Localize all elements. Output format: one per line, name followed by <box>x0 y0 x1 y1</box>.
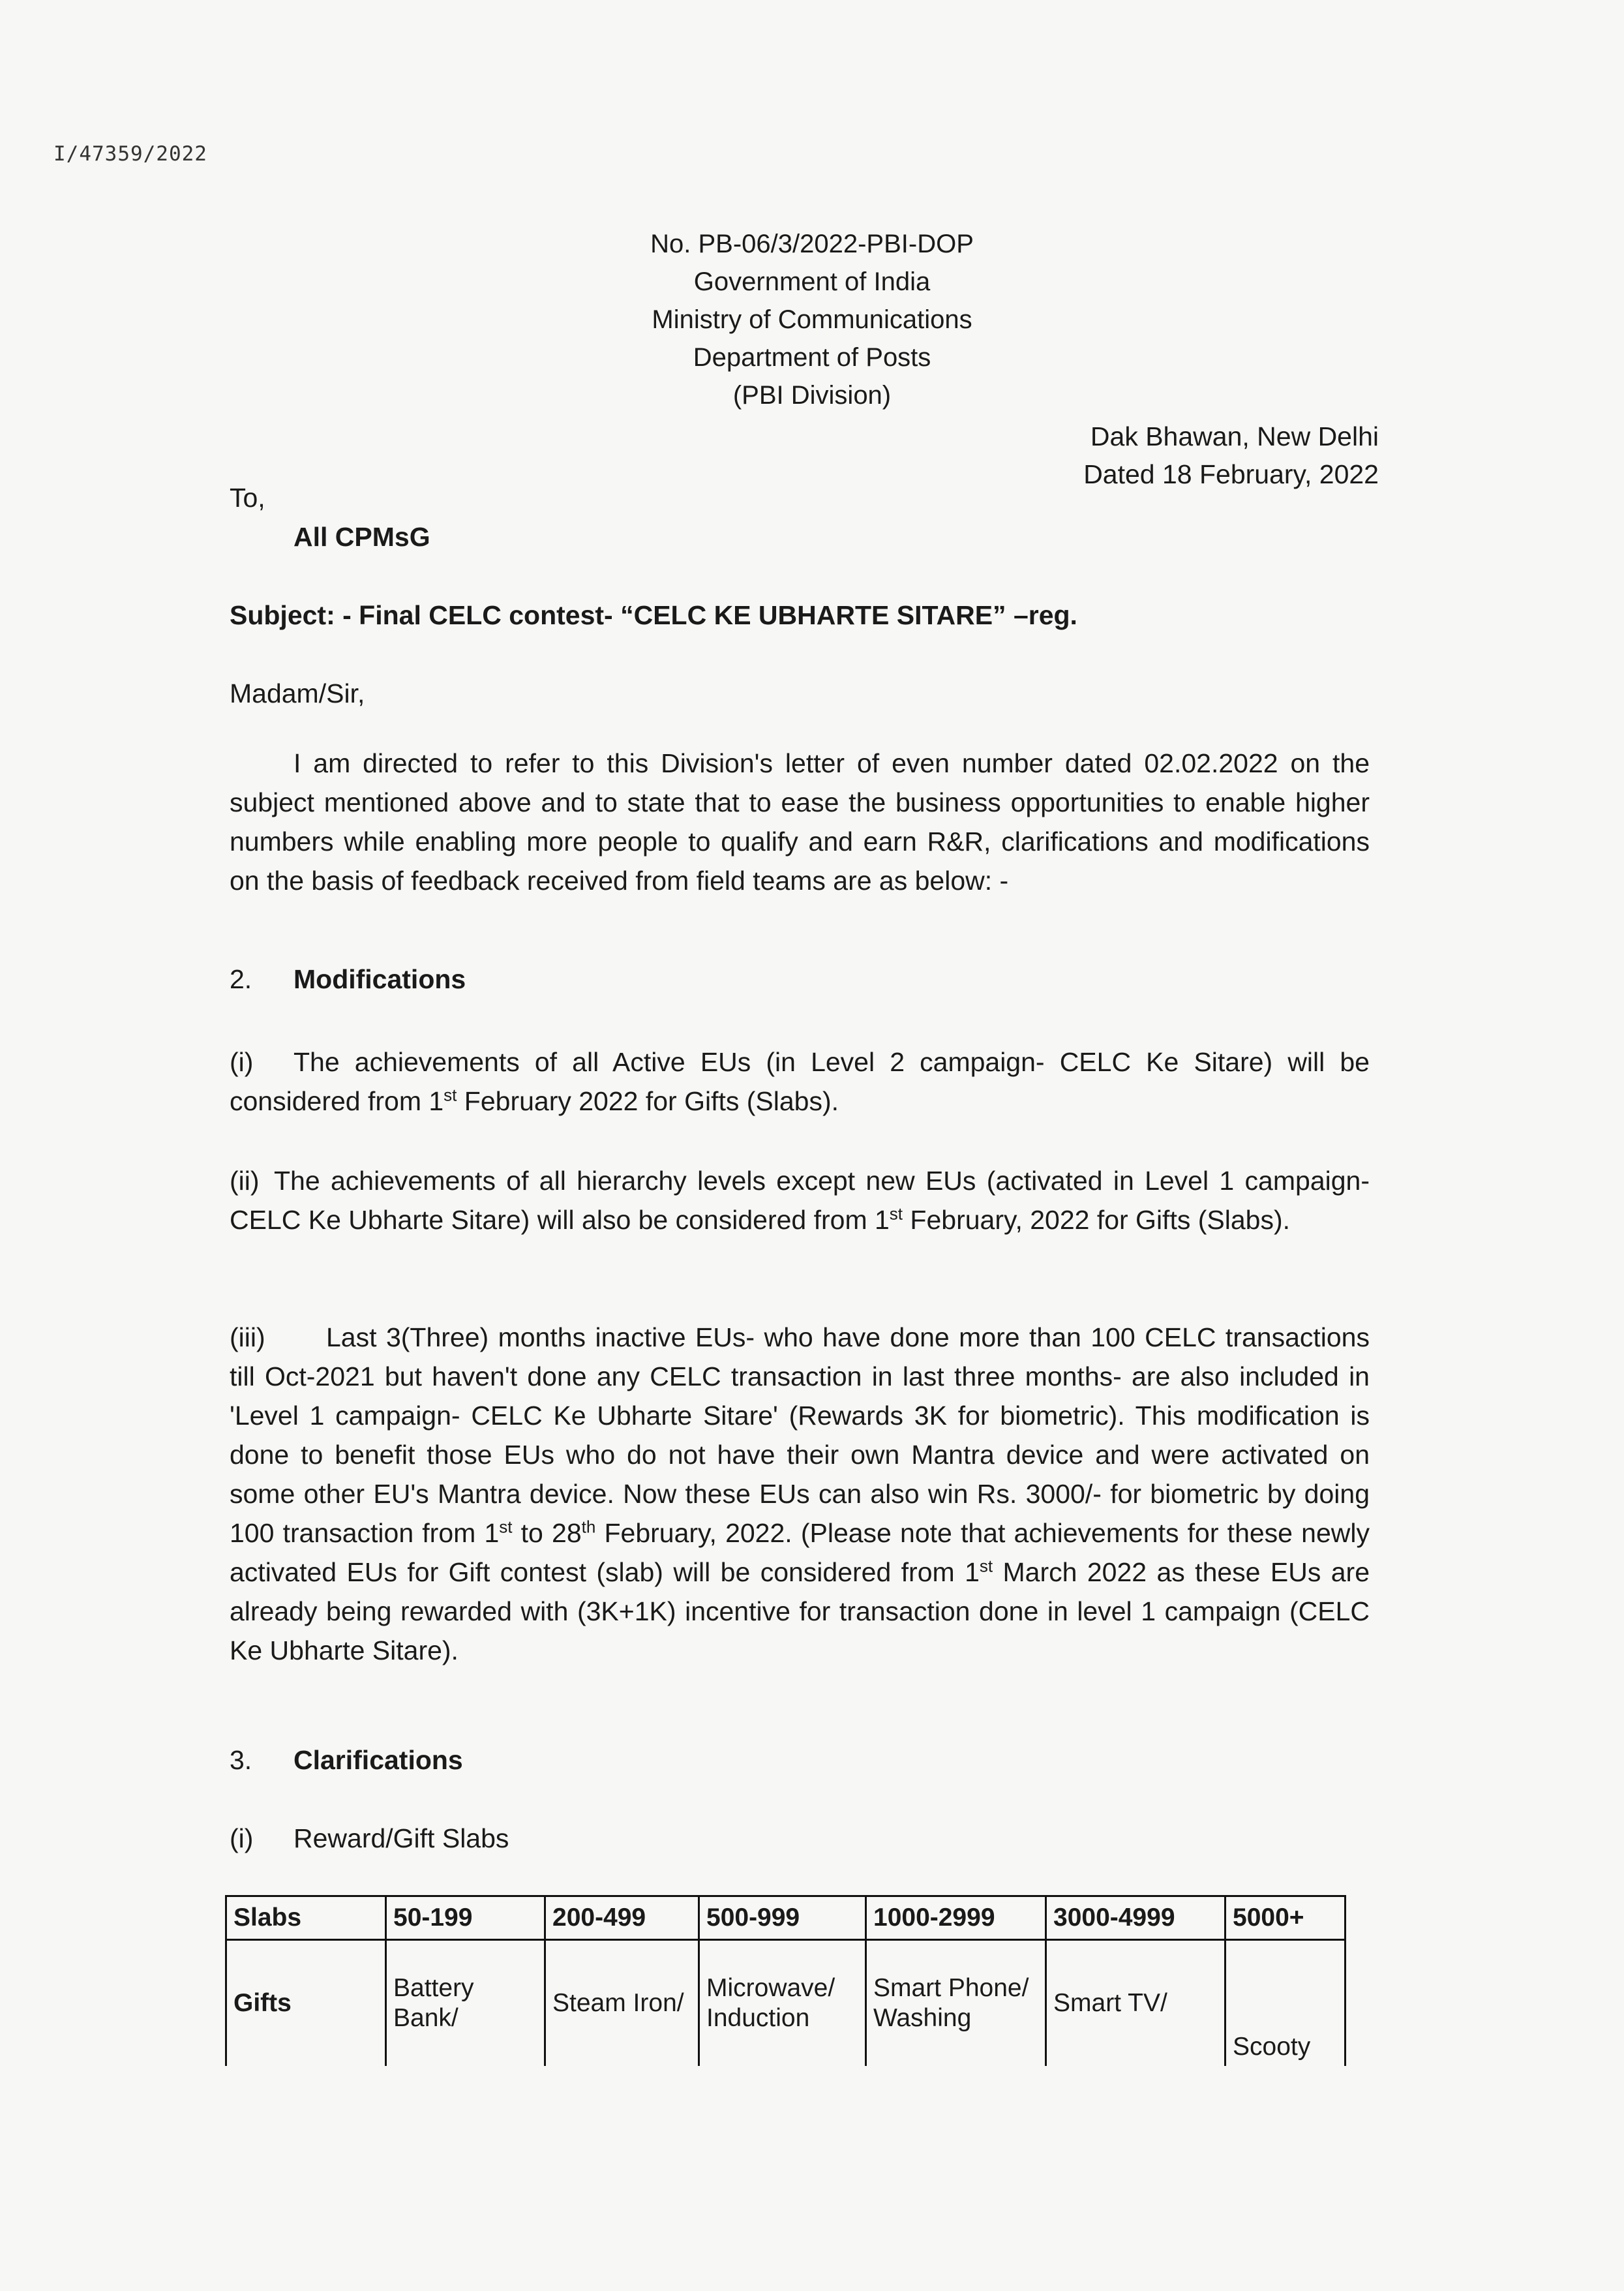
department-name: Department of Posts <box>693 343 931 372</box>
item-text-cont: February, 2022 for Gifts (Slabs). <box>903 1205 1290 1235</box>
table-header-cell: 50-199 <box>386 1896 545 1940</box>
intro-paragraph: I am directed to refer to this Division's letter of even number dated 02.02.2022 on the subject mentioned above and to state that to ease the business opportunities to enable higher numbers while enabling more people to qualify and earn R&R, clarifications and modifications on the basis of feedback received from field teams are as below: - <box>230 748 1370 896</box>
superscript: st <box>979 1556 993 1576</box>
superscript: st <box>444 1085 457 1105</box>
modification-item-3 <box>230 1318 1370 1670</box>
superscript: st <box>499 1517 513 1537</box>
superscript: th <box>581 1517 596 1537</box>
table-cell: Smart TV/ <box>1046 1940 1226 2067</box>
item-number: (i) <box>230 1047 254 1077</box>
item-text: The achievements of all hierarchy levels except new EUs (activated in Level 1 campaign- CELC Ke Ubharte Sitare) will also be considered from 1 <box>230 1166 1370 1235</box>
clarification-item-1 <box>230 1823 509 1854</box>
section-number: 2. <box>230 964 252 994</box>
addressee: All CPMsG <box>293 522 430 552</box>
table-cell: Scooty <box>1226 1940 1346 2067</box>
subject-line: Subject: - Final CELC contest- “CELC KE UBHARTE SITARE” –reg. <box>230 600 1077 630</box>
table-row-label: Gifts <box>226 1940 386 2067</box>
item-number: (i) <box>230 1823 254 1853</box>
item-text: Reward/Gift Slabs <box>293 1823 509 1853</box>
item-text: The achievements of all Active EUs (in Level 2 campaign- CELC Ke Sitare) will be considered from 1 <box>230 1047 1370 1116</box>
section-3-heading <box>230 1745 463 1776</box>
document-reference-number: I/47359/2022 <box>53 142 207 166</box>
table-row <box>226 1940 1346 2067</box>
salutation: Madam/Sir, <box>230 678 365 708</box>
item-text-cont: February 2022 for Gifts (Slabs). <box>457 1086 839 1116</box>
table-header-cell: 5000+ <box>1226 1896 1346 1940</box>
modification-item-2 <box>230 1161 1370 1239</box>
table-header-cell: 500-999 <box>699 1896 866 1940</box>
table-header-cell: 200-499 <box>545 1896 699 1940</box>
government-name: Government of India <box>693 267 931 296</box>
place-and-date <box>1083 417 1379 493</box>
modification-item-1 <box>230 1042 1370 1121</box>
table-header-cell: 1000-2999 <box>866 1896 1046 1940</box>
file-number: No. PB-06/3/2022-PBI-DOP <box>650 230 974 258</box>
letter-header <box>0 225 1624 414</box>
item-number: (ii) <box>230 1166 260 1196</box>
table-cell: Smart Phone/ Washing <box>866 1940 1046 2067</box>
section-title: Modifications <box>293 964 466 994</box>
reward-slab-table <box>225 1895 1346 2066</box>
item-text-cont: March 2022 as these EUs are already being rewarded with (3K+1K) incentive for transaction done in level 1 campaign (CELC Ke Ubharte Sitare). <box>230 1557 1370 1665</box>
section-2-heading <box>230 964 466 995</box>
table-cell: Battery Bank/ <box>386 1940 545 2067</box>
division-name: (PBI Division) <box>732 381 892 410</box>
section-number: 3. <box>230 1745 252 1775</box>
item-text: Last 3(Three) months inactive EUs- who have done more than 100 CELC transactions till Oct-2021 but haven't done any CELC transaction in last three months- are also included in 'Level 1 campaign- CELC Ke Ubharte Sitare' (Rewards 3K for biometric). This modification is done to benefit those EUs who do not have their own Mantra device and were activated on some other EU's Mantra device. Now these EUs can also win Rs. 3000/- for biometric by doing 100 transaction from 1 <box>230 1322 1370 1548</box>
table-header-cell: Slabs <box>226 1896 386 1940</box>
table-header-row <box>226 1896 1346 1940</box>
item-text-cont: February, 2022. (Please note that achievements for these newly activated EUs for Gift contest (slab) will be considered from 1 <box>230 1518 1370 1587</box>
table-cell: Steam Iron/ <box>545 1940 699 2067</box>
section-title: Clarifications <box>293 1745 463 1775</box>
place: Dak Bhawan, New Delhi <box>1090 421 1379 451</box>
to-label: To, <box>230 483 265 513</box>
date: Dated 18 February, 2022 <box>1083 459 1379 489</box>
ministry-name: Ministry of Communications <box>652 305 972 334</box>
table-header-cell: 3000-4999 <box>1046 1896 1226 1940</box>
table-cell: Microwave/ Induction <box>699 1940 866 2067</box>
item-number: (iii) <box>230 1322 265 1352</box>
item-text-cont: to 28 <box>512 1518 582 1548</box>
superscript: st <box>889 1204 903 1224</box>
